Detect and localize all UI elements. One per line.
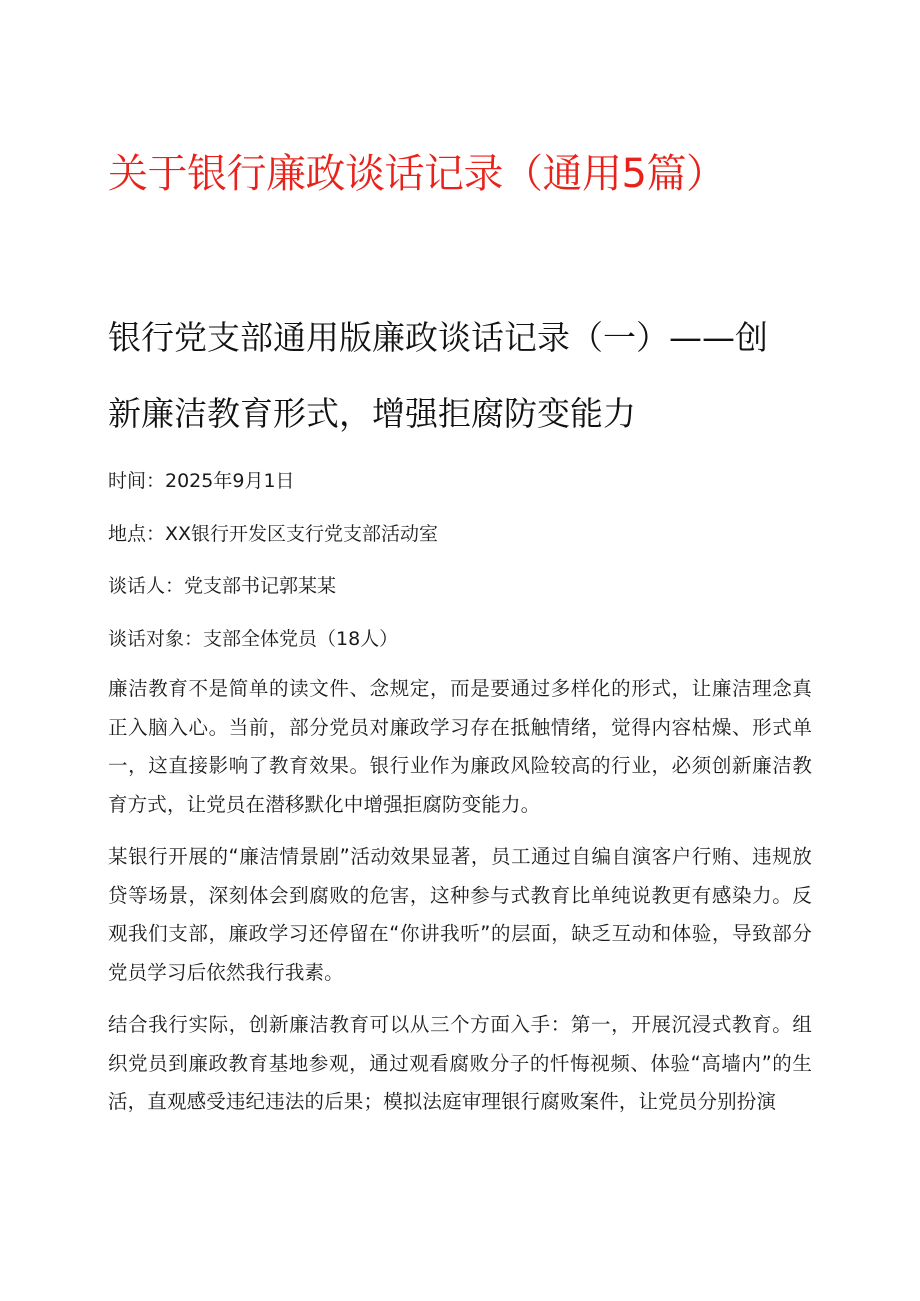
section-heading-line-1: 银行党支部通用版廉政谈话记录（一）——创 <box>108 318 768 357</box>
body-text <box>108 670 812 1136</box>
section-heading <box>108 300 812 452</box>
paragraph: 某银行开展的“廉洁情景剧”活动效果显著，员工通过自编自演客户行贿、违规放贷等场景，深刻体会到腐败的危害，这种参与式教育比单纯说教更有感染力。反观我们支部，廉政学习还停留在“你讲我听”的层面，缺乏互动和体验，导致部分党员学习后依然我行我素。 <box>108 845 812 984</box>
paragraph: 结合我行实际，创新廉洁教育可以从三个方面入手：第一，开展沉浸式教育。组织党员到廉政教育基地参观，通过观看腐败分子的忏悔视频、体验“高墙内”的生活，直观感受违纪违法的后果；模拟法庭审理银行腐败案件，让党员分别扮演 <box>108 1013 812 1113</box>
meeting-speaker: 谈话人：党支部书记郭某某 <box>108 575 337 597</box>
meeting-location: 地点：XX银行开发区支行党支部活动室 <box>108 522 439 545</box>
document-title: 关于银行廉政谈话记录（通用5篇） <box>108 151 726 197</box>
section-heading-line-2: 新廉洁教育形式，增强拒腐防变能力 <box>108 394 636 433</box>
meeting-info <box>108 462 812 672</box>
meeting-time: 时间：2025年9月1日 <box>108 470 295 492</box>
meeting-audience: 谈话对象：支部全体党员（18人） <box>108 627 399 650</box>
paragraph: 廉洁教育不是简单的读文件、念规定，而是要通过多样化的形式，让廉洁理念真正入脑入心。当前，部分党员对廉政学习存在抵触情绪，觉得内容枯燥、形式单一，这直接影响了教育效果。银行业作为廉政风险较高的行业，必须创新廉洁教育方式，让党员在潜移默化中增强拒腐防变能力。 <box>108 677 812 816</box>
